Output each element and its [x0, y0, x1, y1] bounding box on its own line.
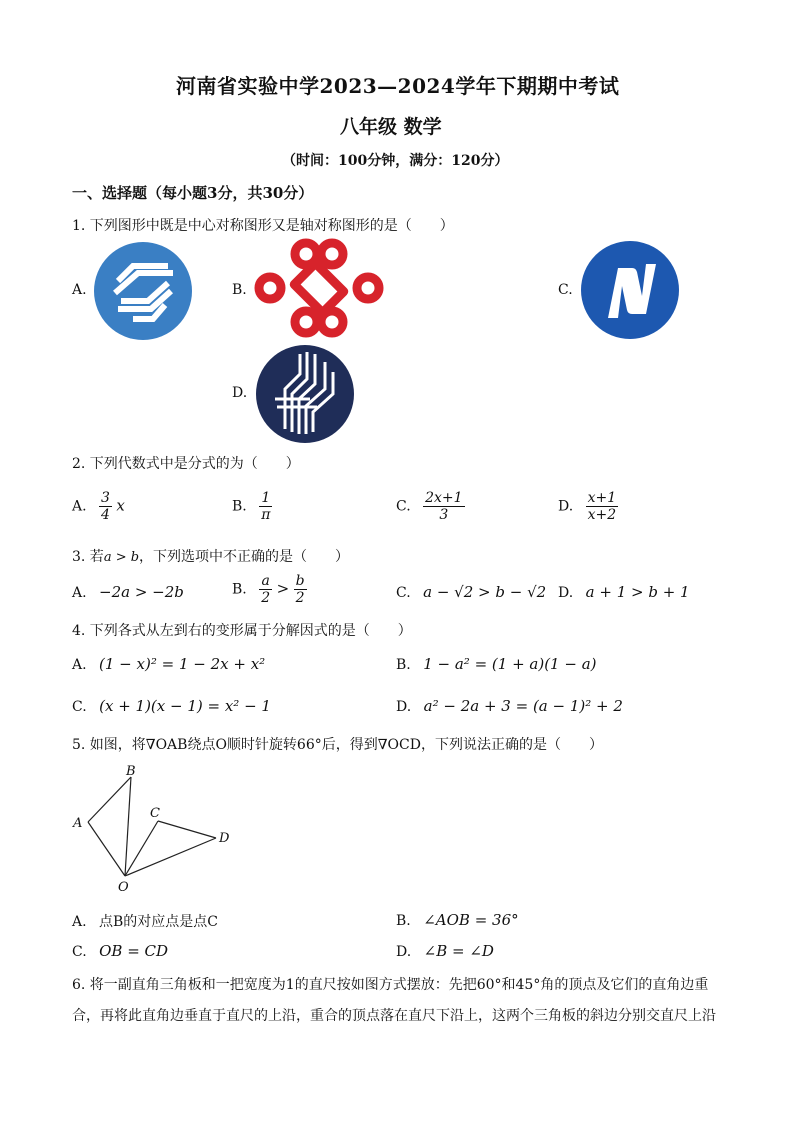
q3-option-c	[396, 583, 546, 601]
point-label-a: A	[73, 816, 83, 831]
q2-option-c-label: C.	[396, 498, 411, 515]
n-symbol-logo	[580, 240, 680, 340]
question-6-line-1: 6. 将一副直角三角板和一把宽度为1的直尺按如图方式摆放：先把60°和45°角的顶点及它们的直角边重	[72, 977, 709, 993]
q2-a-tail: x	[116, 496, 125, 515]
point-label-o: O	[118, 880, 129, 895]
q5-option-a-label: A.	[72, 914, 87, 930]
q4-option-a-label: A.	[72, 657, 87, 673]
q3-option-d-label: D.	[558, 585, 574, 601]
q1-option-d-label: D.	[232, 385, 248, 401]
q2-b-fraction	[259, 490, 272, 523]
q3-d-expr: a + 1 > b + 1	[585, 583, 690, 601]
q4-option-b-label: B.	[396, 657, 411, 673]
q1-option-a-label: A.	[72, 282, 87, 298]
q2-a-fraction	[99, 490, 112, 523]
q4-option-d-label: D.	[396, 699, 412, 715]
q2-a-numerator: 3	[101, 490, 110, 506]
q4-option-c-label: C.	[72, 699, 87, 715]
q4-c-expr: (x + 1)(x − 1) = x² − 1	[99, 697, 271, 715]
q2-d-denominator: x+2	[587, 507, 617, 523]
q3-stem-post: ，下列选项中不正确的是（ ）	[139, 549, 350, 565]
question-2-stem: 2. 下列代数式中是分式的为（ ）	[72, 456, 300, 472]
q3-option-a-label: A.	[72, 585, 87, 601]
q3-a-expr: −2a > −2b	[99, 583, 184, 601]
point-label-b: B	[126, 764, 136, 779]
exam-title: 河南省实验中学2023—2024学年下期期中考试	[176, 74, 620, 98]
q5-a-text: 点B的对应点是点C	[99, 914, 219, 930]
q3-stem-pre: 3. 若	[72, 549, 104, 565]
q4-d-expr: a² − 2a + 3 = (a − 1)² + 2	[423, 697, 623, 715]
q3-b-denominator-2: 2	[295, 590, 305, 606]
section-heading: 一、选择题（每小题3分，共30分）	[72, 184, 314, 202]
point-label-c: C	[150, 806, 160, 821]
q2-c-fraction	[423, 490, 464, 523]
q1-option-c-label: C.	[558, 282, 573, 298]
q5-b-expr: ∠AOB = 36°	[423, 911, 519, 929]
q2-d-fraction	[586, 490, 619, 523]
q2-c-denominator: 3	[439, 507, 449, 523]
china-unicom-logo	[254, 238, 384, 338]
q3-option-c-label: C.	[396, 585, 411, 601]
q2-c-numerator: 2x+1	[425, 490, 463, 506]
q3-option-d	[558, 583, 690, 601]
q4-option-b	[396, 655, 597, 673]
maze-line-logo	[255, 344, 355, 444]
q3-c-expr: a − √2 > b − √2	[423, 583, 547, 601]
q3-b-numerator-2: b	[295, 573, 305, 589]
q4-option-d	[396, 697, 623, 715]
q4-option-a	[72, 655, 265, 673]
q3-b-fraction-2	[294, 573, 307, 606]
q2-option-c	[396, 490, 465, 523]
q4-b-expr: 1 − a² = (1 + a)(1 − a)	[423, 655, 597, 673]
q3-b-numerator-1: a	[261, 573, 270, 589]
q1-option-b-label: B.	[232, 282, 247, 298]
q2-option-a	[72, 490, 125, 523]
question-5-stem: 5. 如图，将∇OAB绕点O顺时针旋转66°后，得到∇OCD，下列说法正确的是（ ）	[72, 737, 603, 753]
q2-a-denominator: 4	[101, 507, 110, 523]
q5-option-d-label: D.	[396, 944, 412, 960]
q4-option-c	[72, 697, 271, 715]
q5-d-expr: ∠B = ∠D	[423, 942, 494, 960]
q5-option-b-label: B.	[396, 913, 411, 929]
q2-option-b	[232, 490, 272, 523]
exam-subtitle: 八年级 数学	[340, 116, 442, 138]
q5-option-d	[396, 942, 494, 960]
q2-option-d-label: D.	[558, 498, 574, 515]
question-1-stem: 1. 下列图形中既是中心对称图形又是轴对称图形的是（ ）	[72, 218, 454, 234]
point-label-d: D	[219, 831, 230, 846]
q5-option-b	[396, 911, 519, 929]
q5-option-a	[72, 911, 218, 931]
question-3-stem	[72, 546, 349, 566]
q2-b-numerator: 1	[261, 490, 271, 506]
q2-d-numerator: x+1	[587, 490, 617, 506]
q3-option-b-label: B.	[232, 581, 247, 598]
q5-option-c-label: C.	[72, 944, 87, 960]
exam-time-note: （时间：100分钟，满分：120分）	[282, 153, 509, 169]
q2-option-b-label: B.	[232, 498, 247, 515]
q5-c-expr: OB = CD	[99, 942, 169, 960]
q4-a-expr: (1 − x)² = 1 − 2x + x²	[99, 655, 266, 673]
china-mobile-logo	[93, 241, 193, 341]
q3-stem-math: a > b	[103, 550, 140, 565]
q3-option-a	[72, 583, 184, 601]
q3-option-b	[232, 573, 307, 606]
q3-b-fraction-1	[259, 573, 272, 606]
rotation-triangle-diagram	[70, 762, 240, 897]
q3-b-operator: >	[276, 579, 290, 598]
question-6-line-2: 合，再将此直角边垂直于直尺的上沿，重合的顶点落在直尺下沿上，这两个三角板的斜边分别交直尺上沿	[72, 1008, 716, 1024]
q2-option-d	[558, 490, 618, 523]
question-4-stem: 4. 下列各式从左到右的变形属于分解因式的是（ ）	[72, 623, 412, 639]
q3-b-denominator-1: 2	[261, 590, 271, 606]
q5-option-c	[72, 942, 168, 960]
q2-b-denominator: π	[261, 507, 271, 523]
q2-option-a-label: A.	[72, 498, 87, 515]
